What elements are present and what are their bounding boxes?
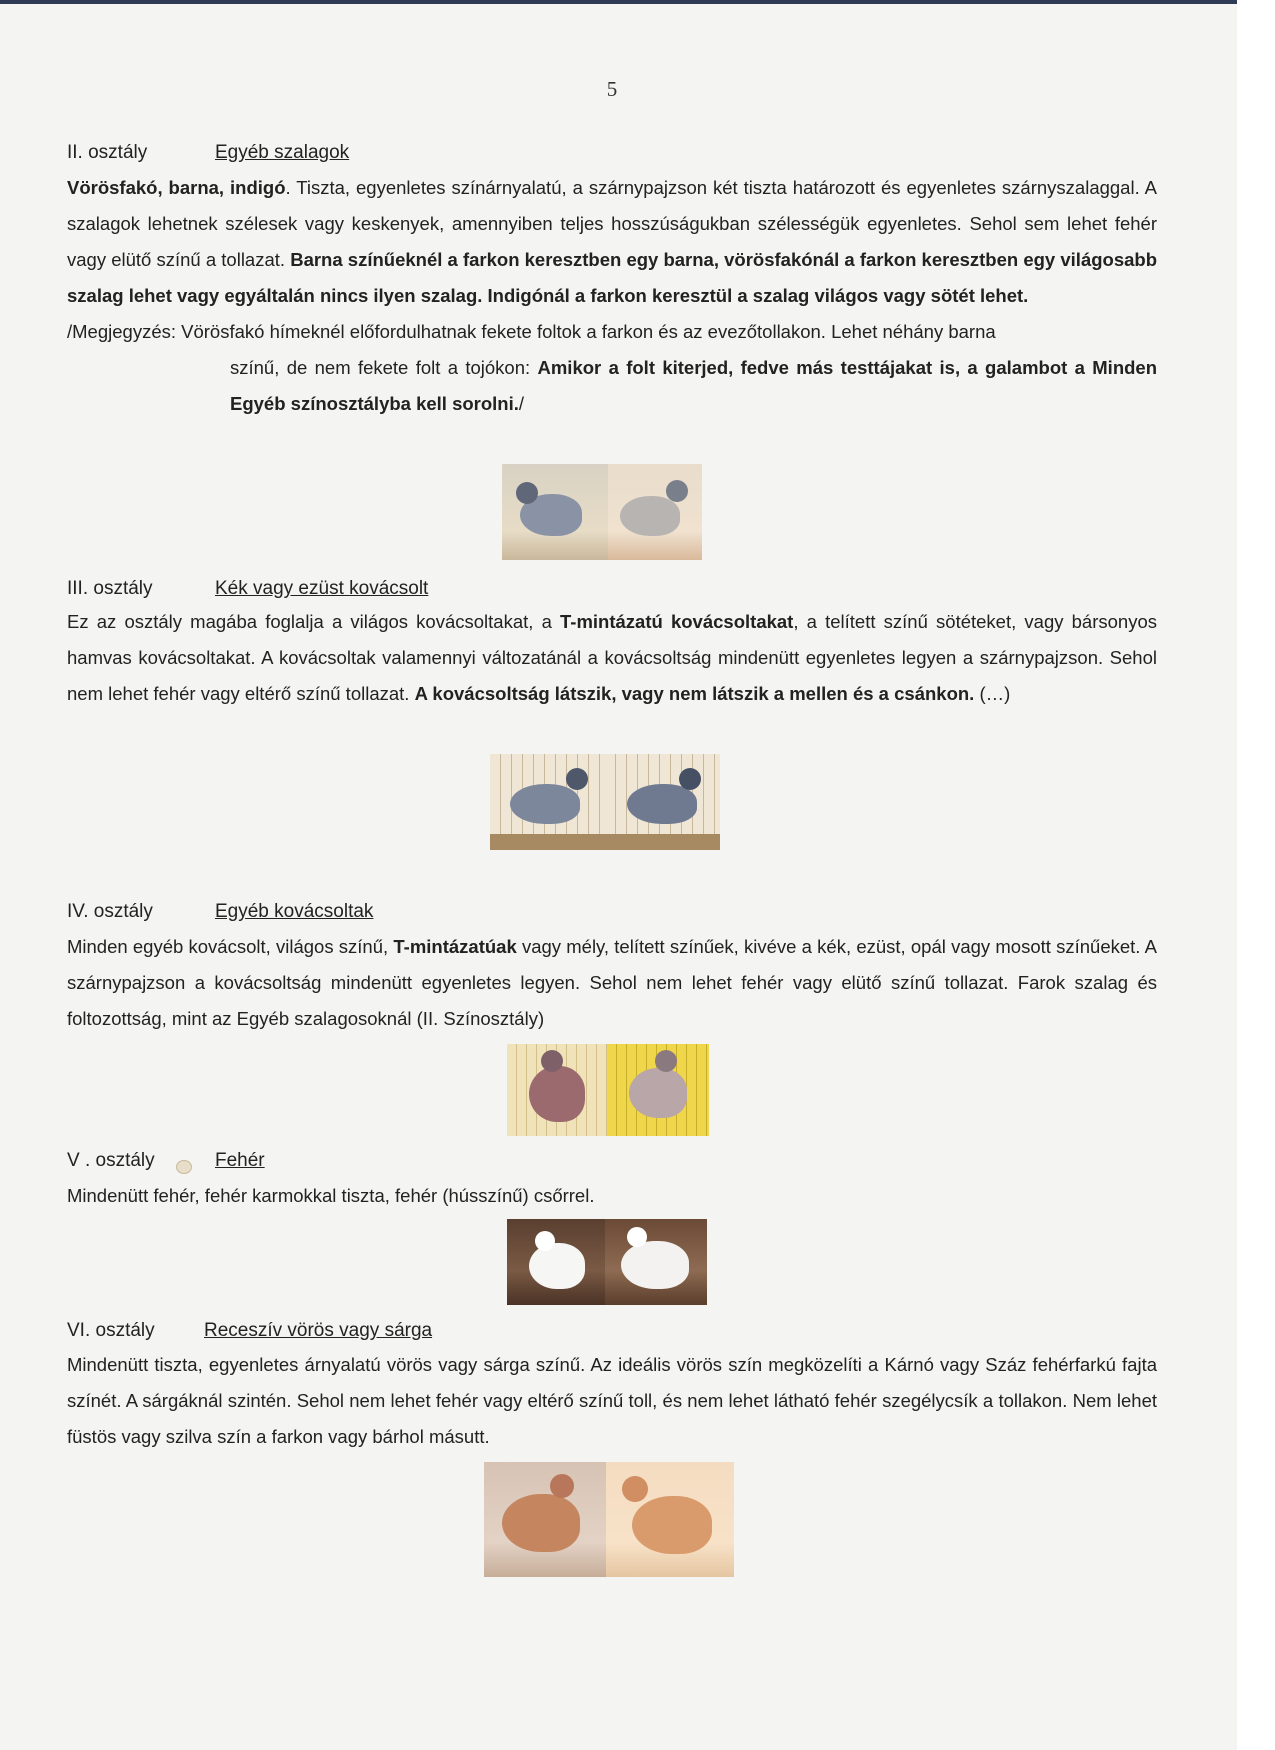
class-label: IV. osztály xyxy=(67,901,153,922)
photo-pair-iii xyxy=(490,754,720,850)
pigeon-photo-recessive-yellow xyxy=(606,1462,734,1577)
pigeon-photo-white-2 xyxy=(605,1219,707,1305)
pigeon-body xyxy=(529,1066,585,1122)
pigeon-head xyxy=(679,768,701,790)
text-plain: . Tiszta, egyenletes színárnyalatú, a szárnypajzson két tiszta határozott és egyenletes szárnyszalaggal. A szalagok lehetnek szélesek vagy keskenyek, amennyiben teljes hosszúságukban szélességük egyenletes. Sehol sem lehet fehér vagy elütő színű a tollazat. xyxy=(67,177,1157,270)
text-plain: Mindenütt fehér, fehér karmokkal tiszta, fehér (hússzínű) csőrrel. xyxy=(67,1185,595,1206)
pigeon-photo-white-1 xyxy=(507,1219,605,1305)
section-body-vi xyxy=(67,1347,1157,1455)
pigeon-photo-blue-bar xyxy=(490,754,605,850)
text-bold: A kovácsoltság látszik, vagy nem látszik a mellen és a csánkon. xyxy=(414,683,975,704)
text-plain: vagy mély, telített színűek, kivéve a kék, ezüst, opál vagy mosott színűeket. A szárnypajzson a kovácsoltság mindenütt egyenletes legyen. Sehol nem lehet fehér vagy elütő színű tollazat. Farok szalag és foltozottság, mint az Egyéb szalagosoknál (II. Színosztály) xyxy=(67,936,1157,1029)
pigeon-body xyxy=(621,1241,689,1289)
pigeon-head xyxy=(535,1231,555,1251)
class-title: Receszív vörös vagy sárga xyxy=(204,1320,433,1341)
class-label: V . osztály xyxy=(67,1150,155,1171)
section-heading-ii xyxy=(67,140,1157,166)
text-bold: Vörösfakó, barna, indigó xyxy=(67,177,286,198)
pigeon-body xyxy=(620,496,680,536)
section-body-ii xyxy=(67,170,1157,422)
section-body-iv xyxy=(67,929,1157,1037)
note-first-line xyxy=(67,314,1157,350)
section-paragraph xyxy=(67,1178,1157,1214)
pigeon-head xyxy=(666,480,688,502)
text-bold: T-mintázatú kovácsoltakat xyxy=(560,611,794,632)
pigeon-head xyxy=(622,1476,648,1502)
photo-floor xyxy=(605,834,720,850)
note-end: / xyxy=(518,393,525,414)
page-right-margin xyxy=(1237,0,1275,1750)
pigeon-body xyxy=(627,784,697,824)
text-plain: , a telített színű sötéteket, vagy bársonyos hamvas kovácsoltakat. A kovácsoltak valamennyi változatánál a kovácsoltság mindenütt egyenletes legyen a szárnypajzson. Sehol nem lehet fehér vagy eltérő színű tollazat. xyxy=(67,611,1158,704)
section-body-iii xyxy=(67,604,1157,712)
pigeon-photo-grizzle xyxy=(502,464,608,560)
section-heading-v xyxy=(67,1148,1157,1174)
text-plain: (…) xyxy=(974,683,1011,704)
section-heading-iv xyxy=(67,899,1157,925)
photo-floor xyxy=(490,834,605,850)
section-paragraph xyxy=(67,929,1157,1037)
scan-speck-icon xyxy=(176,1160,192,1174)
note-label: /Megjegyzés: xyxy=(67,321,176,342)
section-heading-iii xyxy=(67,576,1157,602)
pigeon-body xyxy=(529,1243,585,1289)
pigeon-photo-checker xyxy=(605,754,720,850)
pigeon-head xyxy=(541,1050,563,1072)
text-bold: Barna színűeknél a farkon keresztben egy barna, vörösfakónál a farkon keresztben egy világosabb szalag lehet vagy egyáltalán nincs ilyen szalag. Indigónál a farkon keresztül a szalag világos vagy sötét lehet. xyxy=(67,249,1158,306)
pigeon-photo-grizzle-check xyxy=(607,1044,709,1136)
class-label: VI. osztály xyxy=(67,1320,155,1341)
class-title: Kék vagy ezüst kovácsolt xyxy=(215,578,429,599)
page-number: 5 xyxy=(606,77,618,101)
pigeon-head xyxy=(516,482,538,504)
text-plain: Ez az osztály magába foglalja a világos kovácsoltakat, a xyxy=(67,611,561,632)
note-text-plain: színű, de nem fekete folt a tojókon: xyxy=(230,357,538,378)
class-label: III. osztály xyxy=(67,578,153,599)
note-continuation xyxy=(67,350,1157,422)
text-plain: Minden egyéb kovácsolt, világos színű, xyxy=(67,936,394,957)
pigeon-head xyxy=(655,1050,677,1072)
photo-pair-vi xyxy=(484,1462,734,1577)
pigeon-head xyxy=(566,768,588,790)
pigeon-photo-silver xyxy=(608,464,702,560)
pigeon-body xyxy=(502,1494,580,1552)
pigeon-head xyxy=(550,1474,574,1498)
text-plain: Mindenütt tiszta, egyenletes árnyalatú vörös vagy sárga színű. Az ideális vörös szín megközelíti a Kárnó vagy Száz fehérfarkú fajta színét. A sárgáknál szintén. Sehol nem lehet fehér vagy eltérő színű toll, és nem lehet látható fehér szegélycsík a tollakon. Nem lehet füstös vagy szilva szín a farkon vagy bárhol másutt. xyxy=(67,1354,1157,1447)
pigeon-body xyxy=(510,784,580,824)
text-bold: T-mintázatúak xyxy=(393,936,517,957)
section-paragraph xyxy=(67,604,1157,712)
photo-pair-ii xyxy=(502,464,702,560)
section-paragraph xyxy=(67,1347,1157,1455)
note-text: Vörösfakó hímeknél előfordulhatnak fekete foltok a farkon és az evezőtollakon. Lehet néhány barna xyxy=(181,321,996,342)
pigeon-photo-red-check xyxy=(507,1044,607,1136)
class-title: Egyéb kovácsoltak xyxy=(215,901,374,922)
pigeon-body xyxy=(629,1068,687,1118)
pigeon-photo-recessive-red xyxy=(484,1462,606,1577)
pigeon-body xyxy=(632,1496,712,1554)
section-paragraph xyxy=(67,170,1157,314)
section-heading-vi xyxy=(67,1318,1157,1344)
class-title: Fehér xyxy=(215,1150,265,1171)
section-body-v xyxy=(67,1178,1157,1214)
pigeon-head xyxy=(627,1227,647,1247)
photo-pair-v xyxy=(507,1219,707,1305)
class-title: Egyéb szalagok xyxy=(215,142,350,163)
page-top-border xyxy=(0,0,1275,4)
class-label: II. osztály xyxy=(67,142,148,163)
photo-pair-iv xyxy=(507,1044,709,1136)
note-text-bold: Amikor a folt kiterjed, fedve más testtájakat is, a galambot a Minden Egyéb színosztályba kell sorolni. xyxy=(230,357,1158,414)
